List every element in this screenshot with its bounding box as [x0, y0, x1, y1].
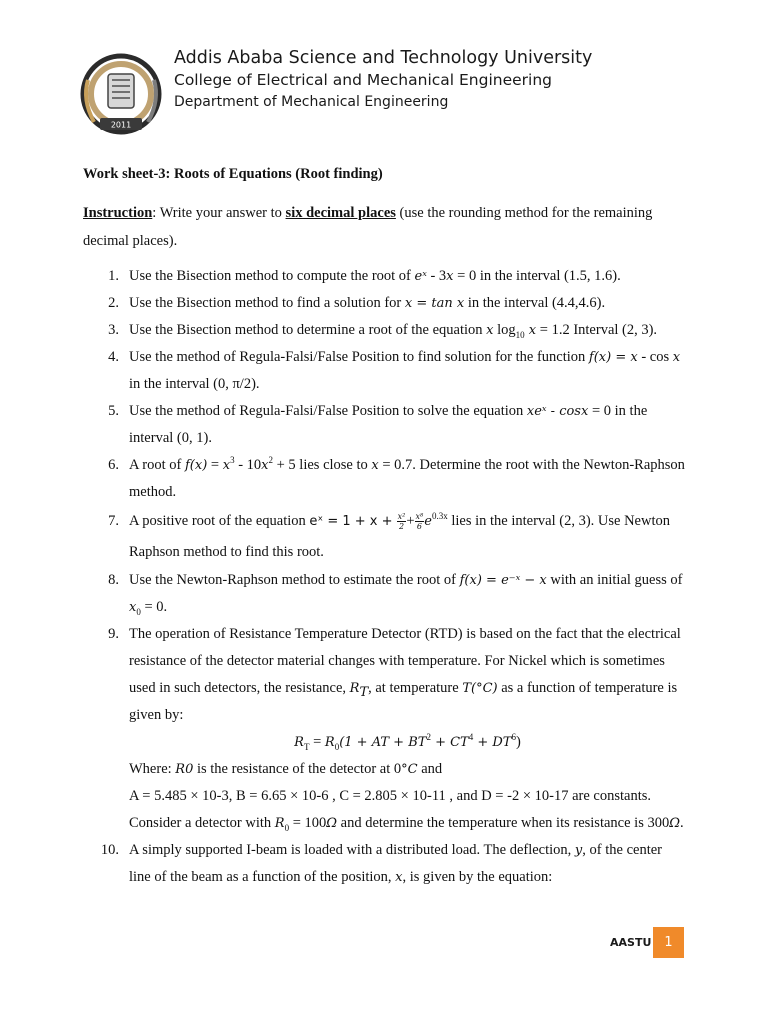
item-text: - 3	[426, 268, 447, 284]
instruction-text-rest: (use the rounding method for the remaining decimal places).	[83, 205, 653, 249]
fraction-bottom: 6	[416, 522, 422, 532]
math: x	[395, 870, 403, 885]
item-text: Use the Bisection method to compute the root of	[129, 268, 415, 284]
item-text: = 100	[289, 815, 327, 831]
item-text: with an initial guess of	[546, 572, 683, 588]
math: R	[294, 735, 304, 750]
item-text: = 0 in the interval (0, 1).	[129, 403, 648, 446]
list-item	[108, 506, 686, 567]
item-text: A positive root of the equation	[129, 513, 310, 529]
math: x	[486, 323, 494, 338]
fraction-bottom: 2	[398, 522, 405, 532]
item-number: 7.	[108, 513, 119, 529]
instruction-label: Instruction	[83, 205, 153, 221]
subscript: 0	[136, 606, 141, 617]
subscript: 0	[334, 741, 340, 752]
instruction-emphasis: six decimal places	[285, 205, 396, 221]
constants-line: A = 5.485 × 10-3, B = 6.65 × 10-6 , C = 2.805 × 10-11 , and D = -2 × 10-17 are constants.	[129, 788, 651, 804]
item-number: 6.	[108, 457, 119, 473]
superscript: 2	[268, 455, 273, 466]
item-number: 1.	[108, 268, 119, 284]
subscript: T	[359, 684, 369, 700]
rtd-formula	[129, 729, 686, 756]
math: x = tan x	[404, 296, 465, 311]
item-number: 9.	[108, 626, 119, 642]
fraction-top: x⁸	[415, 512, 424, 522]
math: Ω	[326, 816, 338, 831]
item-text: in the interval (0, π/2).	[129, 376, 260, 392]
superscript: 0.3x	[431, 511, 448, 522]
math: f(x) = x	[588, 350, 638, 365]
university-logo	[78, 50, 164, 140]
superscript: 2	[426, 732, 431, 743]
math: °C	[401, 762, 418, 777]
math: x	[371, 458, 379, 473]
superscript: 6	[511, 732, 516, 743]
list-item	[108, 621, 686, 837]
item-text: Consider a detector with	[129, 815, 275, 831]
subscript: T	[303, 741, 310, 752]
item-text: - cos	[637, 349, 673, 365]
math: f(x) = e⁻ˣ − x	[459, 573, 547, 588]
worksheet-title: Work sheet-3: Roots of Equations (Root finding)	[83, 166, 383, 182]
item-text: , of the center line of the beam as a function of the position,	[129, 842, 662, 885]
math: y	[574, 843, 583, 858]
item-number: 4.	[108, 349, 119, 365]
math: R	[274, 816, 285, 831]
superscript: 3	[230, 455, 235, 466]
college-name: College of Electrical and Mechanical Engineering	[174, 71, 553, 89]
math: Ω	[669, 816, 680, 831]
item-text: is the resistance of the detector at 0	[193, 761, 402, 777]
item-text: Use the Bisection method to find a solution for	[129, 295, 405, 311]
list-item	[108, 398, 686, 452]
math: (1 + AT + BT	[339, 735, 427, 750]
math: R	[324, 735, 335, 750]
item-text: and	[417, 761, 443, 777]
item-text: Use the Bisection method to determine a root of the equation	[129, 322, 487, 338]
list-item	[108, 317, 686, 344]
item-text: = 0 in the interval (1.5, 1.6).	[453, 268, 621, 284]
subscript: 10	[515, 329, 525, 340]
math: f(x)	[184, 458, 208, 473]
where-line	[129, 756, 686, 783]
item-text: Use the method of Regula-Falsi/False Position to find solution for the function	[129, 349, 589, 365]
logo-year: 2011	[110, 120, 132, 130]
item-text: = 1.2 Interval (2, 3).	[536, 322, 658, 338]
item-text: Use the Newton-Raphson method to estimate the root of	[129, 572, 460, 588]
math: + DT	[473, 735, 512, 750]
math: x	[524, 323, 537, 338]
list-item	[100, 837, 686, 891]
item-text: + 5 lies close to	[273, 457, 372, 473]
math: )	[515, 734, 521, 750]
math: x	[672, 350, 681, 365]
instruction-text: : Write your answer to	[152, 205, 286, 221]
item-text: - 10	[234, 457, 262, 473]
math: eˣ	[414, 269, 427, 284]
item-number: 5.	[108, 403, 119, 419]
instruction-paragraph	[83, 199, 686, 255]
subscript: 0	[284, 822, 290, 833]
item-text: lies in the interval (2, 3). Use Newton Raphson method to find this root.	[129, 513, 670, 560]
item-text: The operation of Resistance Temperature Detector (RTD) is based on the fact that the electrical resistance of the detector material changes with temperature. For Nickel which is sometimes used in such detectors, the resistance,	[129, 626, 681, 696]
item-text: .	[680, 815, 684, 831]
math: x	[261, 458, 269, 473]
department-name: Department of Mechanical Engineering	[174, 94, 449, 110]
footer-organization: AASTU	[610, 936, 652, 949]
list-item	[108, 567, 686, 621]
math: eˣ = 1 + x +	[309, 514, 397, 529]
item-number: 10.	[100, 842, 119, 858]
item-text: = 0.7. Determine the root with the Newton-Raphson method.	[129, 457, 685, 500]
list-item	[108, 452, 686, 506]
math: =	[309, 734, 325, 750]
item-text: as a function of temperature is given by:	[129, 680, 678, 723]
item-text: , is given by the equation:	[402, 869, 553, 885]
list-item	[108, 263, 686, 290]
item-number: 3.	[108, 322, 119, 338]
math: +	[406, 513, 415, 529]
math: x	[446, 269, 454, 284]
math: x	[222, 458, 231, 473]
item-text: A root of	[129, 457, 185, 473]
item-text: in the interval (4.4,4.6).	[464, 295, 606, 311]
math: T(°C)	[462, 681, 498, 696]
math: + CT	[430, 735, 469, 750]
math: x	[129, 600, 137, 615]
item-text: Where:	[129, 761, 176, 777]
item-text: and determine the temperature when its resistance is 300	[337, 815, 670, 831]
fraction-top: x²	[397, 512, 406, 522]
page-number-badge: 1	[653, 927, 684, 958]
item-text: , at temperature	[368, 680, 463, 696]
math: e	[424, 514, 432, 529]
item-text: A simply supported I-beam is loaded with a distributed load. The deflection,	[129, 842, 575, 858]
math: R0	[175, 762, 194, 777]
item-text: = 0.	[140, 599, 168, 615]
consider-line	[129, 810, 686, 837]
item-text: =	[207, 457, 223, 473]
fraction	[397, 512, 407, 531]
math: xeˣ - cosx	[526, 404, 589, 419]
superscript: 4	[468, 732, 474, 743]
item-text: log	[493, 322, 516, 338]
item-number: 2.	[108, 295, 119, 311]
item-number: 8.	[108, 572, 119, 588]
list-item	[108, 290, 686, 317]
university-name: Addis Ababa Science and Technology University	[174, 48, 593, 68]
list-item	[108, 344, 686, 398]
math: R	[349, 681, 360, 696]
problem-list	[83, 263, 686, 891]
item-text: Use the method of Regula-Falsi/False Position to solve the equation	[129, 403, 527, 419]
fraction	[415, 512, 425, 531]
